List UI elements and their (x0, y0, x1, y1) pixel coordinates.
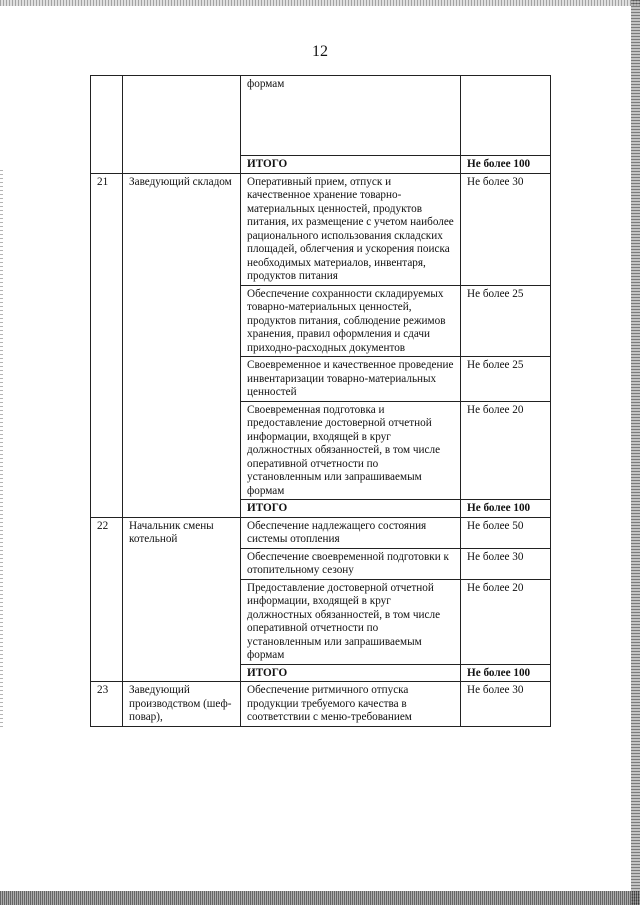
table-row (91, 173, 551, 285)
total-label: ИТОГО (241, 500, 461, 518)
criterion-cell: Своевременное и качественное проведение инвентаризации товарно-материальных ценностей (241, 357, 461, 402)
criteria-table (90, 75, 551, 727)
criterion-cell: Оперативный прием, отпуск и качественное хранение товарно-материальных ценностей, продуктов питания, их размещение с учетом наиболее рационального использования складских площадей, облегчения и ускорения поиска необходимых материалов, инвентаря, продуктов питания (241, 173, 461, 285)
points-cell: Не более 25 (461, 357, 551, 402)
total-value: Не более 100 (461, 500, 551, 518)
criterion-cell: Предоставление достоверной отчетной информации, входящей в круг должностных обязанностей, в том числе оперативной отчетности по установленным или запрашиваемым формам (241, 579, 461, 664)
scan-edge-left (0, 170, 3, 730)
scan-edge-right (631, 0, 640, 905)
scan-edge-top (0, 0, 640, 6)
criterion-cell: Обеспечение ритмичного отпуска продукции требуемого качества в соответствии с меню-требованием (241, 682, 461, 727)
points-cell: Не более 20 (461, 579, 551, 664)
row-number-cell (91, 76, 123, 174)
criterion-cell: Обеспечение сохранности складируемых товарно-материальных ценностей, продуктов питания, соблюдение режимов хранения, правил оформления и сдачи приходно-расходных документов (241, 285, 461, 357)
criterion-cell: Обеспечение своевременной подготовки к отопительному сезону (241, 548, 461, 579)
total-label: ИТОГО (241, 664, 461, 682)
scan-edge-bottom (0, 891, 640, 905)
position-cell: Начальник смены котельной (123, 517, 241, 682)
position-cell: Заведующий производством (шеф-повар), (123, 682, 241, 727)
position-cell (123, 76, 241, 174)
criterion-cell: Обеспечение надлежащего состояния системы отопления (241, 517, 461, 548)
position-cell: Заведующий складом (123, 173, 241, 517)
row-number-cell: 21 (91, 173, 123, 517)
table-row (91, 682, 551, 727)
criterion-cell: формам (241, 76, 461, 156)
total-label: ИТОГО (241, 156, 461, 174)
points-cell: Не более 25 (461, 285, 551, 357)
page-number: 12 (312, 43, 328, 60)
criterion-cell: Своевременная подготовка и предоставление достоверной отчетной информации, входящей в круг должностных обязанностей, в том числе оперативной отчетности по установленным или запрашиваемым формам (241, 401, 461, 500)
points-cell: Не более 20 (461, 401, 551, 500)
points-cell: Не более 30 (461, 548, 551, 579)
points-cell: Не более 50 (461, 517, 551, 548)
points-cell: Не более 30 (461, 682, 551, 727)
table-row (91, 76, 551, 156)
table-row (91, 517, 551, 548)
total-value: Не более 100 (461, 156, 551, 174)
total-value: Не более 100 (461, 664, 551, 682)
points-cell (461, 76, 551, 156)
row-number-cell: 23 (91, 682, 123, 727)
points-cell: Не более 30 (461, 173, 551, 285)
row-number-cell: 22 (91, 517, 123, 682)
